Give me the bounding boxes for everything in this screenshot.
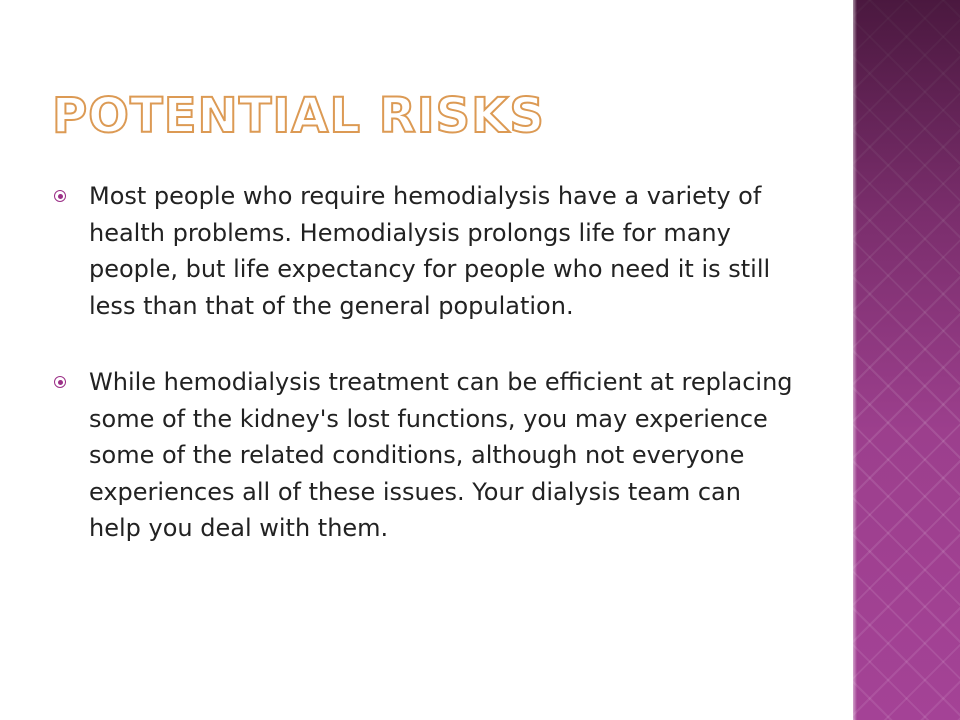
bullet-list bbox=[50, 178, 800, 547]
side-band-highlight bbox=[853, 0, 857, 720]
target-bullet-icon bbox=[54, 376, 66, 388]
bullet-item bbox=[50, 364, 800, 547]
decorative-side-band bbox=[853, 0, 960, 720]
target-bullet-icon bbox=[54, 190, 66, 202]
bullet-text: Most people who require hemodialysis have a variety of health problems. Hemodialysis prolongs life for many people, but life expectancy for people who need it is still less than that of the general population. bbox=[89, 182, 771, 320]
bullet-text: While hemodialysis treatment can be efficient at replacing some of the kidney's lost functions, you may experience some of the related conditions, although not everyone experiences all of these issues. Your dialysis team can help you deal with them. bbox=[89, 368, 793, 542]
bullet-item bbox=[50, 178, 800, 324]
slide-title: POTENTIAL RISKS bbox=[52, 88, 545, 144]
